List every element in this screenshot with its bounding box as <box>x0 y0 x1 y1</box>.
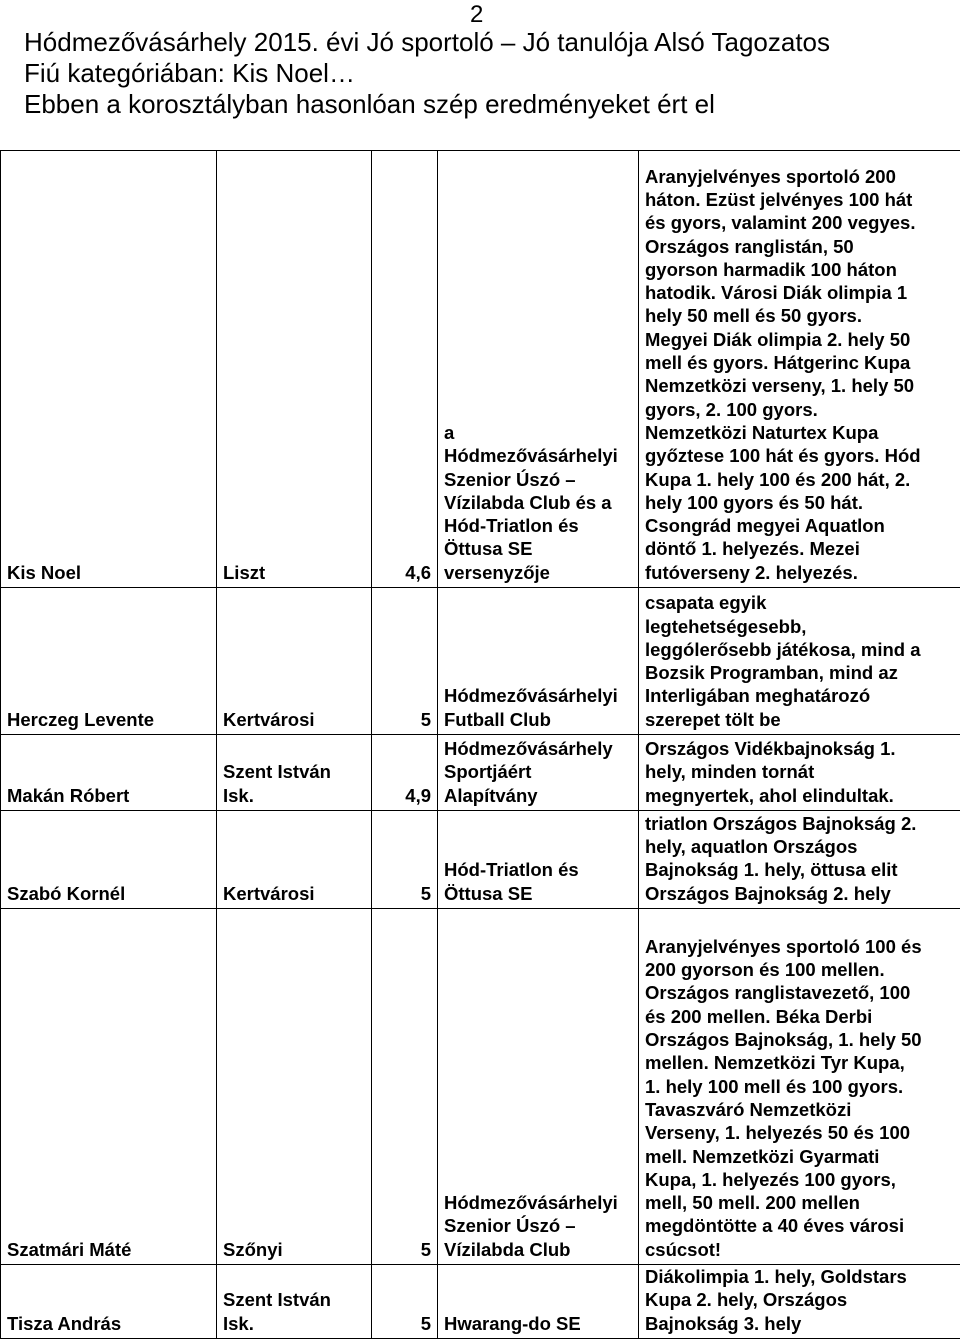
table-row <box>1 909 960 1265</box>
student-name-cell: Tisza András <box>1 1265 217 1339</box>
student-name-cell: Kis Noel <box>1 151 217 588</box>
grade-cell: 5 <box>372 909 438 1265</box>
club-cell: Hwarang-do SE <box>438 1265 639 1339</box>
school-cell: Liszt <box>217 151 372 588</box>
club-cell: Hódmezővásárhelyi Szenior Úszó – Vízilabda Club <box>438 909 639 1265</box>
achievements-cell: Országos Vidékbajnokság 1. hely, minden tornát megnyertek, ahol elindultak. <box>639 735 960 811</box>
achievements-cell: Aranyjelvényes sportoló 100 és 200 gyorson és 100 mellen. Országos ranglistavezető, 100 és 200 mellen. Béka Derbi Országos Bajnokság, 1. hely 50 mellen. Nemzetközi Tyr Kupa, 1. hely 100 mell és 100 gyors. Tavaszváró Nemzetközi Verseny, 1. helyezés 50 és 100 mell. Nemzetközi Gyarmati Kupa, 1. helyezés 100 gyors, mell, 50 mell. 200 mellen megdöntötte a 40 éves városi csúcsot! <box>639 909 960 1265</box>
grade-cell: 4,6 <box>372 151 438 588</box>
intro-line-2: Fiú kategóriában: Kis Noel… <box>24 58 944 89</box>
student-name-cell: Herczeg Levente <box>1 588 217 735</box>
grade-cell: 4,9 <box>372 735 438 811</box>
grade-cell: 5 <box>372 811 438 909</box>
school-cell: Szőnyi <box>217 909 372 1265</box>
club-cell: Hódmezővásárhely Sportjáért Alapítvány <box>438 735 639 811</box>
table-row <box>1 811 960 909</box>
achievements-cell: Diákolimpia 1. hely, Goldstars Kupa 2. hely, Országos Bajnokság 3. hely <box>639 1265 960 1339</box>
school-cell: Kertvárosi <box>217 811 372 909</box>
student-name-cell: Szabó Kornél <box>1 811 217 909</box>
achievements-cell: csapata egyik legtehetségesebb, leggólerősebb játékosa, mind a Bozsik Programban, mind az Interligában meghatározó szerepet tölt be <box>639 588 960 735</box>
club-cell: Hód-Triatlon és Öttusa SE <box>438 811 639 909</box>
table-row <box>1 588 960 735</box>
table-row <box>1 151 960 588</box>
grade-cell: 5 <box>372 588 438 735</box>
page-number: 2 <box>470 2 483 28</box>
achievements-cell: triatlon Országos Bajnokság 2. hely, aquatlon Országos Bajnokság 1. hely, öttusa elit Országos Bajnokság 2. hely <box>639 811 960 909</box>
intro-line-3: Ebben a korosztályban hasonlóan szép eredményeket ért el <box>24 89 944 120</box>
school-cell: Szent István Isk. <box>217 735 372 811</box>
school-cell: Szent István Isk. <box>217 1265 372 1339</box>
intro-paragraph <box>24 27 944 120</box>
intro-line-1: Hódmezővásárhely 2015. évi Jó sportoló – Jó tanulója Alsó Tagozatos <box>24 27 944 58</box>
results-table <box>0 150 960 1339</box>
table-row <box>1 735 960 811</box>
student-name-cell: Makán Róbert <box>1 735 217 811</box>
achievements-cell: Aranyjelvényes sportoló 200 háton. Ezüst jelvényes 100 hát és gyors, valamint 200 vegyes. Országos ranglistán, 50 gyorson harmadik 100 háton hatodik. Városi Diák olimpia 1 hely 50 mell és 50 gyors. Megyei Diák olimpia 2. hely 50 mell és gyors. Hátgerinc Kupa Nemzetközi verseny, 1. hely 50 gyors, 2. 100 gyors. Nemzetközi Naturtex Kupa győztese 100 hát és gyors. Hód Kupa 1. hely 100 és 200 hát, 2. hely 100 gyors és 50 hát. Csongrád megyei Aquatlon döntő 1. helyezés. Mezei futóverseny 2. helyezés. <box>639 151 960 588</box>
student-name-cell: Szatmári Máté <box>1 909 217 1265</box>
club-cell: Hódmezővásárhelyi Futball Club <box>438 588 639 735</box>
school-cell: Kertvárosi <box>217 588 372 735</box>
table-row <box>1 1265 960 1339</box>
club-cell: a Hódmezővásárhelyi Szenior Úszó – Vízilabda Club és a Hód-Triatlon és Öttusa SE versenyzője <box>438 151 639 588</box>
grade-cell: 5 <box>372 1265 438 1339</box>
